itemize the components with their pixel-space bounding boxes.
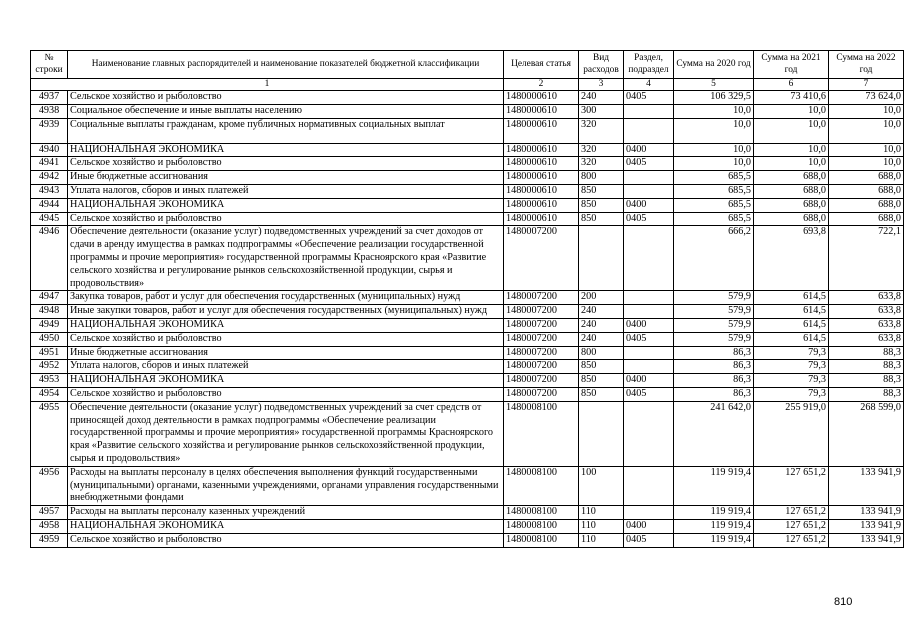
sum-2021-cell: 688,0 xyxy=(754,184,829,198)
sum-2020-cell: 86,3 xyxy=(674,387,754,401)
row-name-cell: Обеспечение деятельности (оказание услуг) подведомственных учреждений за счет доходов от сдачи в аренду имущества в рамках подпрограммы «Обеспечение реализации государственной программы и прочие мероприятия» государственной программы Красноярского края «Развитие сельского хозяйства и регулирование рынков сельскохозяйственной продукции, сырья и продовольствия» xyxy=(68,226,504,291)
row-name-cell: НАЦИОНАЛЬНАЯ ЭКОНОМИКА xyxy=(68,519,504,533)
table-row xyxy=(31,143,904,157)
table-row xyxy=(31,387,904,401)
row-number-cell: 4944 xyxy=(31,198,68,212)
row-number-cell: 4956 xyxy=(31,466,68,505)
table-row xyxy=(31,305,904,319)
sum-2021-cell: 127 651,2 xyxy=(754,519,829,533)
sum-2021-cell: 79,3 xyxy=(754,346,829,360)
header-name: Наименование главных распорядителей и наименование показателей бюджетной классификации xyxy=(68,51,504,79)
sum-2022-cell: 10,0 xyxy=(829,143,904,157)
header-sum-2021: Сумма на 2021 год xyxy=(754,51,829,79)
sum-2020-cell: 119 919,4 xyxy=(674,533,754,547)
table-row xyxy=(31,360,904,374)
sum-2021-cell: 127 651,2 xyxy=(754,533,829,547)
row-number-cell: 4941 xyxy=(31,157,68,171)
row-number-cell: 4945 xyxy=(31,212,68,226)
row-number-cell: 4940 xyxy=(31,143,68,157)
section-cell xyxy=(624,401,674,466)
target-article-cell: 1480008100 xyxy=(504,533,579,547)
expense-type-cell: 240 xyxy=(579,305,624,319)
expense-type-cell: 240 xyxy=(579,91,624,105)
sum-2022-cell: 688,0 xyxy=(829,212,904,226)
sum-2020-cell: 10,0 xyxy=(674,143,754,157)
expense-type-cell: 110 xyxy=(579,519,624,533)
row-name-cell: Сельское хозяйство и рыболовство xyxy=(68,387,504,401)
section-cell xyxy=(624,184,674,198)
row-number-cell: 4946 xyxy=(31,226,68,291)
target-article-cell: 1480000610 xyxy=(504,104,579,118)
target-article-cell: 1480008100 xyxy=(504,401,579,466)
sum-2021-cell: 10,0 xyxy=(754,157,829,171)
sum-2021-cell: 10,0 xyxy=(754,118,829,143)
section-cell xyxy=(624,346,674,360)
column-number: 2 xyxy=(504,79,579,91)
column-number: 4 xyxy=(624,79,674,91)
expense-type-cell: 320 xyxy=(579,118,624,143)
header-row xyxy=(31,51,904,79)
sum-2021-cell: 614,5 xyxy=(754,305,829,319)
table-body xyxy=(31,91,904,548)
sum-2020-cell: 579,9 xyxy=(674,318,754,332)
row-name-cell: Расходы на выплаты персоналу казенных учреждений xyxy=(68,506,504,520)
section-cell xyxy=(624,104,674,118)
table-row xyxy=(31,332,904,346)
table-row xyxy=(31,506,904,520)
section-cell: 0405 xyxy=(624,533,674,547)
target-article-cell: 1480007200 xyxy=(504,387,579,401)
table-row xyxy=(31,198,904,212)
row-name-cell: Уплата налогов, сборов и иных платежей xyxy=(68,360,504,374)
target-article-cell: 1480008100 xyxy=(504,519,579,533)
sum-2021-cell: 255 919,0 xyxy=(754,401,829,466)
sum-2022-cell: 73 624,0 xyxy=(829,91,904,105)
target-article-cell: 1480007200 xyxy=(504,291,579,305)
sum-2020-cell: 685,5 xyxy=(674,198,754,212)
sum-2021-cell: 79,3 xyxy=(754,387,829,401)
sum-2020-cell: 106 329,5 xyxy=(674,91,754,105)
sum-2021-cell: 10,0 xyxy=(754,143,829,157)
sum-2022-cell: 88,3 xyxy=(829,346,904,360)
expense-type-cell: 200 xyxy=(579,291,624,305)
expense-type-cell: 850 xyxy=(579,198,624,212)
row-name-cell: Социальные выплаты гражданам, кроме публичных нормативных социальных выплат xyxy=(68,118,504,143)
sum-2020-cell: 86,3 xyxy=(674,374,754,388)
sum-2022-cell: 268 599,0 xyxy=(829,401,904,466)
section-cell xyxy=(624,466,674,505)
section-cell: 0400 xyxy=(624,374,674,388)
sum-2020-cell: 119 919,4 xyxy=(674,506,754,520)
section-cell xyxy=(624,226,674,291)
row-number-cell: 4952 xyxy=(31,360,68,374)
row-number-cell: 4950 xyxy=(31,332,68,346)
sum-2021-cell: 73 410,6 xyxy=(754,91,829,105)
row-number-cell: 4942 xyxy=(31,171,68,185)
section-cell: 0400 xyxy=(624,198,674,212)
table-row xyxy=(31,212,904,226)
sum-2020-cell: 579,9 xyxy=(674,305,754,319)
row-name-cell: НАЦИОНАЛЬНАЯ ЭКОНОМИКА xyxy=(68,374,504,388)
sum-2022-cell: 633,8 xyxy=(829,305,904,319)
expense-type-cell: 800 xyxy=(579,171,624,185)
target-article-cell: 1480000610 xyxy=(504,184,579,198)
section-cell: 0405 xyxy=(624,157,674,171)
table-row xyxy=(31,226,904,291)
expense-type-cell: 850 xyxy=(579,184,624,198)
sum-2022-cell: 88,3 xyxy=(829,360,904,374)
sum-2020-cell: 241 642,0 xyxy=(674,401,754,466)
header-sum-2020: Сумма на 2020 год xyxy=(674,51,754,79)
sum-2021-cell: 79,3 xyxy=(754,360,829,374)
section-cell: 0405 xyxy=(624,91,674,105)
row-number-cell: 4939 xyxy=(31,118,68,143)
row-number-cell: 4947 xyxy=(31,291,68,305)
sum-2020-cell: 685,5 xyxy=(674,171,754,185)
row-name-cell: Сельское хозяйство и рыболовство xyxy=(68,533,504,547)
section-cell: 0405 xyxy=(624,212,674,226)
row-number-cell: 4958 xyxy=(31,519,68,533)
header-sum-2022: Сумма на 2022 год xyxy=(829,51,904,79)
table-row xyxy=(31,157,904,171)
target-article-cell: 1480000610 xyxy=(504,171,579,185)
sum-2022-cell: 133 941,9 xyxy=(829,519,904,533)
expense-type-cell: 300 xyxy=(579,104,624,118)
sum-2021-cell: 79,3 xyxy=(754,374,829,388)
column-number: 6 xyxy=(754,79,829,91)
table-row xyxy=(31,374,904,388)
sum-2022-cell: 633,8 xyxy=(829,291,904,305)
row-name-cell: Иные бюджетные ассигнования xyxy=(68,171,504,185)
row-number-cell: 4943 xyxy=(31,184,68,198)
column-number: 3 xyxy=(579,79,624,91)
section-cell: 0400 xyxy=(624,318,674,332)
row-name-cell: Уплата налогов, сборов и иных платежей xyxy=(68,184,504,198)
row-name-cell: Сельское хозяйство и рыболовство xyxy=(68,157,504,171)
row-number-cell: 4957 xyxy=(31,506,68,520)
expense-type-cell: 320 xyxy=(579,157,624,171)
sum-2020-cell: 86,3 xyxy=(674,360,754,374)
section-cell xyxy=(624,506,674,520)
expense-type-cell: 850 xyxy=(579,360,624,374)
table-row xyxy=(31,104,904,118)
sum-2020-cell: 666,2 xyxy=(674,226,754,291)
header-vid: Вид расходов xyxy=(579,51,624,79)
row-number-cell: 4955 xyxy=(31,401,68,466)
section-cell: 0405 xyxy=(624,332,674,346)
page-number: 810 xyxy=(834,596,853,608)
table-row xyxy=(31,466,904,505)
row-name-cell: НАЦИОНАЛЬНАЯ ЭКОНОМИКА xyxy=(68,318,504,332)
sum-2020-cell: 579,9 xyxy=(674,332,754,346)
row-name-cell: Сельское хозяйство и рыболовство xyxy=(68,91,504,105)
target-article-cell: 1480007200 xyxy=(504,305,579,319)
target-article-cell: 1480007200 xyxy=(504,332,579,346)
row-number-cell: 4938 xyxy=(31,104,68,118)
sum-2020-cell: 685,5 xyxy=(674,184,754,198)
sum-2022-cell: 133 941,9 xyxy=(829,466,904,505)
target-article-cell: 1480008100 xyxy=(504,466,579,505)
expense-type-cell: 100 xyxy=(579,466,624,505)
sum-2022-cell: 633,8 xyxy=(829,318,904,332)
sum-2020-cell: 579,9 xyxy=(674,291,754,305)
expense-type-cell: 850 xyxy=(579,212,624,226)
table-row xyxy=(31,291,904,305)
sum-2021-cell: 127 651,2 xyxy=(754,466,829,505)
table-row xyxy=(31,401,904,466)
sum-2022-cell: 688,0 xyxy=(829,171,904,185)
sum-2021-cell: 688,0 xyxy=(754,198,829,212)
sum-2020-cell: 685,5 xyxy=(674,212,754,226)
expense-type-cell: 110 xyxy=(579,533,624,547)
expense-type-cell: 850 xyxy=(579,387,624,401)
section-cell xyxy=(624,305,674,319)
section-cell xyxy=(624,291,674,305)
sum-2022-cell: 722,1 xyxy=(829,226,904,291)
expense-type-cell: 320 xyxy=(579,143,624,157)
header-row-no: № строки xyxy=(31,51,68,79)
budget-table xyxy=(30,50,904,548)
sum-2020-cell: 119 919,4 xyxy=(674,466,754,505)
row-name-cell: НАЦИОНАЛЬНАЯ ЭКОНОМИКА xyxy=(68,143,504,157)
target-article-cell: 1480007200 xyxy=(504,360,579,374)
target-article-cell: 1480008100 xyxy=(504,506,579,520)
row-name-cell: Закупка товаров, работ и услуг для обеспечения государственных (муниципальных) нужд xyxy=(68,291,504,305)
sum-2021-cell: 614,5 xyxy=(754,318,829,332)
target-article-cell: 1480000610 xyxy=(504,91,579,105)
table-row xyxy=(31,519,904,533)
sum-2021-cell: 10,0 xyxy=(754,104,829,118)
table-row xyxy=(31,533,904,547)
target-article-cell: 1480000610 xyxy=(504,157,579,171)
row-number-cell: 4949 xyxy=(31,318,68,332)
sum-2020-cell: 10,0 xyxy=(674,157,754,171)
row-name-cell: Расходы на выплаты персоналу в целях обеспечения выполнения функций государственными (муниципальными) органами, казенными учреждениями, органами управления государственными внебюджетными фондами xyxy=(68,466,504,505)
sum-2022-cell: 10,0 xyxy=(829,104,904,118)
sum-2021-cell: 614,5 xyxy=(754,332,829,346)
table-row xyxy=(31,118,904,143)
row-name-cell: Сельское хозяйство и рыболовство xyxy=(68,212,504,226)
target-article-cell: 1480007200 xyxy=(504,374,579,388)
section-cell xyxy=(624,118,674,143)
row-name-cell: НАЦИОНАЛЬНАЯ ЭКОНОМИКА xyxy=(68,198,504,212)
row-name-cell: Социальное обеспечение и иные выплаты населению xyxy=(68,104,504,118)
section-cell: 0400 xyxy=(624,143,674,157)
expense-type-cell xyxy=(579,401,624,466)
sum-2021-cell: 614,5 xyxy=(754,291,829,305)
sum-2020-cell: 10,0 xyxy=(674,104,754,118)
sum-2022-cell: 88,3 xyxy=(829,374,904,388)
table-row xyxy=(31,184,904,198)
target-article-cell: 1480000610 xyxy=(504,198,579,212)
sum-2022-cell: 688,0 xyxy=(829,184,904,198)
column-number-row xyxy=(31,79,904,91)
sum-2022-cell: 688,0 xyxy=(829,198,904,212)
sum-2020-cell: 86,3 xyxy=(674,346,754,360)
row-name-cell: Обеспечение деятельности (оказание услуг) подведомственных учреждений за счет средств от приносящей доход деятельности в рамках подпрограммы «Обеспечение реализации государственной программы и прочие мероприятия» государственной программы Красноярского края «Развитие сельского хозяйства и регулирование рынков сельскохозяйственной продукции, сырья и продовольствия» xyxy=(68,401,504,466)
section-cell xyxy=(624,360,674,374)
expense-type-cell: 240 xyxy=(579,318,624,332)
column-number: 7 xyxy=(829,79,904,91)
sum-2022-cell: 88,3 xyxy=(829,387,904,401)
row-number-cell: 4948 xyxy=(31,305,68,319)
target-article-cell: 1480007200 xyxy=(504,346,579,360)
expense-type-cell: 800 xyxy=(579,346,624,360)
sum-2022-cell: 633,8 xyxy=(829,332,904,346)
target-article-cell: 1480007200 xyxy=(504,318,579,332)
sum-2021-cell: 688,0 xyxy=(754,171,829,185)
column-number: 5 xyxy=(674,79,754,91)
row-number-cell: 4951 xyxy=(31,346,68,360)
row-name-cell: Иные закупки товаров, работ и услуг для обеспечения государственных (муниципальных) нужд xyxy=(68,305,504,319)
section-cell: 0405 xyxy=(624,387,674,401)
sum-2021-cell: 688,0 xyxy=(754,212,829,226)
sum-2021-cell: 127 651,2 xyxy=(754,506,829,520)
sum-2022-cell: 10,0 xyxy=(829,118,904,143)
target-article-cell: 1480007200 xyxy=(504,226,579,291)
expense-type-cell: 110 xyxy=(579,506,624,520)
sum-2022-cell: 133 941,9 xyxy=(829,506,904,520)
table-row xyxy=(31,91,904,105)
column-number: 1 xyxy=(31,79,504,91)
header-razd: Раздел, подраздел xyxy=(624,51,674,79)
sum-2022-cell: 10,0 xyxy=(829,157,904,171)
row-name-cell: Сельское хозяйство и рыболовство xyxy=(68,332,504,346)
header-code: Целевая статья xyxy=(504,51,579,79)
table-row xyxy=(31,318,904,332)
table-row xyxy=(31,171,904,185)
target-article-cell: 1480000610 xyxy=(504,212,579,226)
row-number-cell: 4959 xyxy=(31,533,68,547)
expense-type-cell: 850 xyxy=(579,374,624,388)
target-article-cell: 1480000610 xyxy=(504,118,579,143)
sum-2020-cell: 119 919,4 xyxy=(674,519,754,533)
sum-2020-cell: 10,0 xyxy=(674,118,754,143)
sum-2022-cell: 133 941,9 xyxy=(829,533,904,547)
row-name-cell: Иные бюджетные ассигнования xyxy=(68,346,504,360)
table-row xyxy=(31,346,904,360)
expense-type-cell xyxy=(579,226,624,291)
row-number-cell: 4953 xyxy=(31,374,68,388)
expense-type-cell: 240 xyxy=(579,332,624,346)
section-cell xyxy=(624,171,674,185)
row-number-cell: 4937 xyxy=(31,91,68,105)
row-number-cell: 4954 xyxy=(31,387,68,401)
sum-2021-cell: 693,8 xyxy=(754,226,829,291)
section-cell: 0400 xyxy=(624,519,674,533)
target-article-cell: 1480000610 xyxy=(504,143,579,157)
